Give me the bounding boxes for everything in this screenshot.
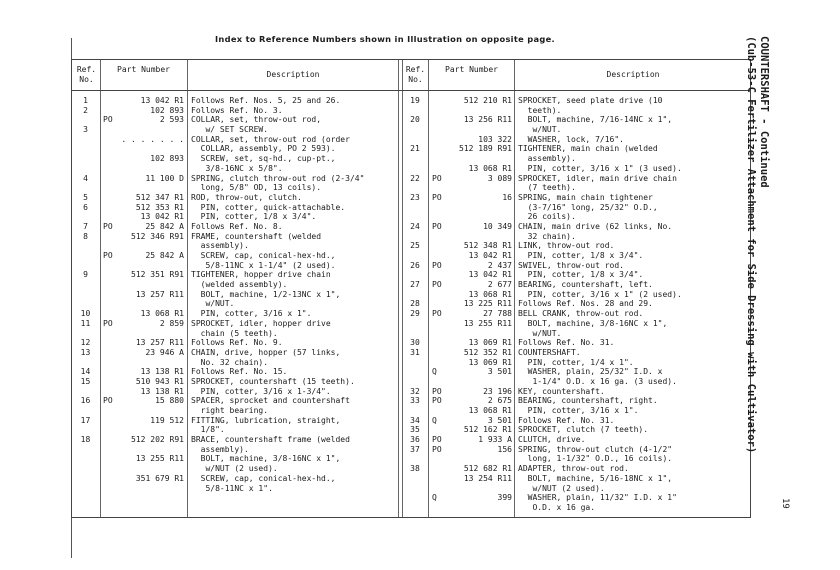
header-rule xyxy=(72,90,750,91)
prefix-cell: PO xyxy=(103,221,113,231)
table-row xyxy=(72,115,398,125)
part-number-cell: 13 256 R11 xyxy=(463,115,512,125)
part-number-cell: . . . . . . . xyxy=(121,134,184,144)
description-cell: (welded assembly). xyxy=(191,280,288,290)
description-cell: BRACE, countershaft frame (welded xyxy=(191,435,350,445)
part-number-cell: 13 255 R11 xyxy=(135,454,184,464)
table-row xyxy=(72,406,398,416)
description-cell: (3-7/16" long, 25/32" O.D., xyxy=(518,202,658,212)
part-number-cell: 156 xyxy=(497,444,512,454)
description-cell: SPROCKET, idler, hopper drive xyxy=(191,318,331,328)
part-number-cell: 2 437 xyxy=(487,260,512,270)
ref-cell: 35 xyxy=(410,425,420,435)
table-row xyxy=(72,164,398,174)
ref-cell: 23 xyxy=(410,192,420,202)
part-number-cell: 13 069 R1 xyxy=(468,338,512,348)
table-row xyxy=(72,445,398,455)
ref-cell: 1 xyxy=(83,96,88,105)
description-cell: 5/8-11NC x 1". xyxy=(191,483,273,493)
description-cell: LINK, throw-out rod. xyxy=(518,241,615,251)
table-row xyxy=(402,484,751,494)
part-number-cell: 2 593 xyxy=(159,115,184,125)
ref-cell: 21 xyxy=(410,144,420,154)
ref-cell: 27 xyxy=(410,280,420,290)
table-row xyxy=(72,299,398,309)
description-cell: long, 5/8" OD, 13 coils). xyxy=(191,183,322,193)
description-cell: BOLT, machine, 3/8-16NC x 1", xyxy=(191,454,341,464)
part-number-cell: 3 501 xyxy=(487,367,512,377)
ref-cell: 2 xyxy=(83,105,88,115)
ref-cell: 30 xyxy=(410,338,420,348)
col-header-desc: Description xyxy=(606,70,660,79)
description-cell: assembly). xyxy=(191,444,249,454)
description-cell: SPRING, clutch throw-out rod (2-3/4" xyxy=(191,173,365,183)
ref-cell: 11 xyxy=(80,318,91,328)
description-cell: teeth). xyxy=(518,105,562,115)
table-row xyxy=(72,183,398,193)
table-row xyxy=(72,203,398,213)
part-number-cell: 13 254 R11 xyxy=(463,473,512,483)
table-row xyxy=(72,338,398,348)
table-row xyxy=(72,435,398,445)
description-cell: COLLAR, assembly, PO 2 593). xyxy=(191,144,336,154)
right-parts-list xyxy=(402,96,751,513)
table-row xyxy=(402,464,751,474)
part-number-cell: 16 xyxy=(502,192,512,202)
table-row xyxy=(72,193,398,203)
description-cell: SCREW, cap, conical-hex-hd., xyxy=(191,251,336,260)
prefix-cell: PO xyxy=(432,435,442,445)
table-row xyxy=(402,358,751,368)
column-divider xyxy=(398,60,399,517)
part-number-cell: 512 347 R1 xyxy=(135,192,184,202)
table-row xyxy=(402,290,751,300)
part-number-cell: 13 042 R1 xyxy=(468,251,512,260)
part-number-cell: 512 210 R1 xyxy=(463,96,512,105)
description-cell: COLLAR, set, throw-out rod (order xyxy=(191,134,350,144)
ref-cell: 25 xyxy=(410,241,420,251)
part-number-cell: 2 675 xyxy=(487,396,512,406)
prefix-cell: PO xyxy=(103,318,113,328)
table-row xyxy=(402,348,751,358)
part-number-cell: 512 352 R1 xyxy=(463,347,512,357)
description-cell: w/NUT. xyxy=(518,328,562,338)
description-cell: w/NUT. xyxy=(518,125,562,135)
table-row xyxy=(72,464,398,474)
description-cell: Follows Ref. No. 31. xyxy=(518,338,615,348)
prefix-cell: PO xyxy=(432,173,442,183)
ref-cell: 17 xyxy=(80,415,91,425)
prefix-cell: Q xyxy=(432,415,437,425)
prefix-cell: PO xyxy=(432,280,442,290)
part-number-cell: 351 679 R1 xyxy=(135,473,184,483)
table-row xyxy=(72,387,398,397)
description-cell: SPROCKET, idler, main drive chain xyxy=(518,173,677,183)
description-cell: CHAIN, main drive (62 links, No. xyxy=(518,221,673,231)
description-cell: PIN, cotter, quick-attachable. xyxy=(191,202,346,212)
prefix-cell: PO xyxy=(432,444,442,454)
description-cell: Follows Ref. No. 3. xyxy=(191,105,283,115)
part-number-cell: 13 042 R1 xyxy=(140,212,184,222)
description-cell: Follows Ref. No. 31. xyxy=(518,415,615,425)
col-header-part: Part Number xyxy=(445,65,498,74)
description-cell: SPROCKET, countershaft (15 teeth). xyxy=(191,376,355,386)
ref-cell: 3 xyxy=(83,125,88,135)
table-row xyxy=(402,503,751,513)
ref-cell: 8 xyxy=(83,231,88,241)
part-number-cell: 10 349 xyxy=(483,221,512,231)
table-row xyxy=(72,222,398,232)
ref-cell: 10 xyxy=(80,309,91,319)
table-row xyxy=(402,193,751,203)
table-row xyxy=(72,358,398,368)
description-cell: SWIVEL, throw-out rod. xyxy=(518,260,624,270)
table-row xyxy=(72,319,398,329)
part-number-cell: 512 682 R1 xyxy=(463,464,512,474)
table-row xyxy=(402,396,751,406)
parts-index-table xyxy=(71,59,751,518)
table-row xyxy=(402,174,751,184)
description-cell: SCREW, cap, conical-hex-hd., xyxy=(191,473,336,483)
description-cell: PIN, cotter, 3/16 x 1" (3 used). xyxy=(518,163,682,173)
col-header-desc: Description xyxy=(266,70,320,79)
table-row xyxy=(72,309,398,319)
description-cell: w/NUT (2 used). xyxy=(518,483,605,493)
table-row xyxy=(72,396,398,406)
ref-cell: 16 xyxy=(80,396,91,406)
ref-cell: 36 xyxy=(410,435,420,445)
description-cell: PIN, cotter, 3/16 x 1". xyxy=(191,309,312,319)
table-row xyxy=(72,135,398,145)
ref-cell: 37 xyxy=(410,444,420,454)
part-number-cell: 13 068 R1 xyxy=(468,163,512,173)
part-number-cell: 13 138 R1 xyxy=(140,367,184,377)
description-cell: 5/8-11NC x 1-1/4" (2 used). xyxy=(191,260,336,270)
ref-cell: 7 xyxy=(83,221,88,231)
table-row xyxy=(402,164,751,174)
part-number-cell: 3 089 xyxy=(487,173,512,183)
part-number-cell: 512 162 R1 xyxy=(463,425,512,435)
part-number-cell: 27 788 xyxy=(483,309,512,319)
table-row xyxy=(402,338,751,348)
description-cell: BELL CRANK, throw-out rod. xyxy=(518,309,644,319)
page-number: 19 xyxy=(780,498,790,509)
table-row xyxy=(402,319,751,329)
table-row xyxy=(402,125,751,135)
description-cell: assembly). xyxy=(518,154,576,164)
part-number-cell: 13 138 R1 xyxy=(140,386,184,396)
table-row xyxy=(402,435,751,445)
prefix-cell: PO xyxy=(103,396,113,406)
table-row xyxy=(402,299,751,309)
description-cell: PIN, cotter, 1/8 x 3/4". xyxy=(518,270,644,280)
table-row xyxy=(402,329,751,339)
description-cell: (7 teeth). xyxy=(518,183,576,193)
description-cell: Follows Ref. No. 9. xyxy=(191,338,283,348)
description-cell: COUNTERSHAFT. xyxy=(518,347,581,357)
table-row xyxy=(72,416,398,426)
description-cell: PIN, cotter, 3/16 x 1". xyxy=(518,406,639,415)
table-row xyxy=(72,106,398,116)
part-number-cell: 13 255 R11 xyxy=(463,318,512,328)
part-number-cell: 13 225 R11 xyxy=(463,299,512,309)
part-number-cell: 512 348 R1 xyxy=(463,241,512,251)
part-number-cell: 23 946 A xyxy=(145,347,184,357)
ref-cell: 38 xyxy=(410,464,420,474)
table-row xyxy=(402,154,751,164)
table-row xyxy=(402,387,751,397)
table-row xyxy=(72,290,398,300)
part-number-cell: 512 202 R91 xyxy=(131,435,184,445)
prefix-cell: PO xyxy=(432,396,442,406)
description-cell: SPRING, throw-out clutch (4-1/2" xyxy=(518,444,673,454)
description-cell: 26 coils). xyxy=(518,212,576,222)
table-row xyxy=(402,416,751,426)
part-number-cell: 512 189 R91 xyxy=(459,144,512,154)
table-row xyxy=(402,445,751,455)
col-header-ref: Ref. No. xyxy=(405,65,426,84)
table-row xyxy=(402,106,751,116)
part-number-cell: 119 512 xyxy=(150,415,184,425)
part-number-cell: 13 069 R1 xyxy=(468,357,512,367)
table-row xyxy=(402,309,751,319)
part-number-cell: 13 068 R1 xyxy=(468,289,512,299)
description-cell: Follows Ref. Nos. 28 and 29. xyxy=(518,299,653,309)
side-title-line1: COUNTERSHAFT - Continued xyxy=(758,36,770,188)
description-cell: SPROCKET, seed plate drive (10 xyxy=(518,96,663,105)
ref-cell: 20 xyxy=(410,115,420,125)
prefix-cell: Q xyxy=(432,493,437,503)
ref-cell: 12 xyxy=(80,338,91,348)
ref-cell: 28 xyxy=(410,299,420,309)
table-row xyxy=(402,377,751,387)
ref-cell: 5 xyxy=(83,192,88,202)
side-title xyxy=(744,36,770,453)
table-row xyxy=(72,174,398,184)
prefix-cell: PO xyxy=(432,309,442,319)
prefix-cell: PO xyxy=(432,221,442,231)
description-cell: WASHER, lock, 7/16". xyxy=(518,134,624,144)
ref-cell: 22 xyxy=(410,173,420,183)
description-cell: Follows Ref. Nos. 5, 25 and 26. xyxy=(191,96,341,105)
table-row xyxy=(72,241,398,251)
col-header-ref: Ref. No. xyxy=(76,65,97,84)
table-row xyxy=(402,183,751,193)
page-header: Index to Reference Numbers shown in Illustration on opposite page. xyxy=(215,34,555,44)
part-number-cell: 3 501 xyxy=(487,415,512,425)
part-number-cell: 25 842 A xyxy=(145,251,184,260)
part-number-cell: 512 353 R1 xyxy=(135,202,184,212)
part-number-cell: 11 100 D xyxy=(145,173,184,183)
table-row xyxy=(402,241,751,251)
table-row xyxy=(402,367,751,377)
part-number-cell: 399 xyxy=(497,493,512,503)
description-cell: BEARING, countershaft, left. xyxy=(518,280,653,290)
col-header-part: Part Number xyxy=(117,65,170,74)
description-cell: BOLT, machine, 3/8-16NC x 1", xyxy=(518,318,668,328)
ref-cell: 24 xyxy=(410,221,420,231)
part-number-cell: 13 042 R1 xyxy=(468,270,512,280)
description-cell: ROD, throw-out, clutch. xyxy=(191,192,302,202)
ref-cell: 6 xyxy=(83,202,88,212)
table-row xyxy=(72,212,398,222)
description-cell: KEY, countershaft. xyxy=(518,386,605,396)
table-row xyxy=(402,406,751,416)
part-number-cell: 13 257 R11 xyxy=(135,289,184,299)
description-cell: No. 32 chain). xyxy=(191,357,269,367)
description-cell: w/ SET SCREW. xyxy=(191,125,269,135)
part-number-cell: 1 933 A xyxy=(478,435,512,445)
table-row xyxy=(72,270,398,280)
table-row xyxy=(72,144,398,154)
description-cell: O.D. x 16 ga. xyxy=(518,502,596,512)
description-cell: Follows Ref. No. 15. xyxy=(191,367,288,377)
description-cell: BOLT, machine, 7/16-14NC x 1", xyxy=(518,115,673,125)
description-cell: PIN, cotter, 3/16 x 1-3/4". xyxy=(191,386,331,396)
table-row xyxy=(402,454,751,464)
table-row xyxy=(72,96,398,106)
description-cell: w/NUT. xyxy=(191,299,235,309)
table-row xyxy=(402,212,751,222)
description-cell: 1/8". xyxy=(191,425,225,435)
table-row xyxy=(402,474,751,484)
part-number-cell: 15 880 xyxy=(155,396,184,406)
description-cell: 3/8-16NC x 5/8". xyxy=(191,163,283,173)
table-row xyxy=(402,270,751,280)
description-cell: CLUTCH, drive. xyxy=(518,435,586,445)
description-cell: BOLT, machine, 1/2-13NC x 1", xyxy=(191,289,341,299)
part-number-cell: 510 943 R1 xyxy=(135,376,184,386)
description-cell: chain (5 teeth). xyxy=(191,328,278,338)
table-row xyxy=(72,367,398,377)
table-row xyxy=(72,280,398,290)
table-row xyxy=(402,493,751,503)
description-cell: TIGHTENER, main chain (welded xyxy=(518,144,658,154)
description-cell: BEARING, countershaft, right. xyxy=(518,396,658,406)
prefix-cell: PO xyxy=(103,115,113,125)
table-row xyxy=(402,280,751,290)
table-row xyxy=(72,348,398,358)
part-number-cell: 512 351 R91 xyxy=(131,270,184,280)
part-number-cell: 23 196 xyxy=(483,386,512,396)
ref-cell: 4 xyxy=(83,173,88,183)
ref-cell: 34 xyxy=(410,415,420,425)
description-cell: PIN, cotter, 3/16 x 1" (2 used). xyxy=(518,289,682,299)
description-cell: assembly). xyxy=(191,241,249,251)
part-number-cell: 25 842 A xyxy=(145,221,184,231)
table-row xyxy=(402,425,751,435)
description-cell: 32 chain). xyxy=(518,231,576,241)
description-cell: ADAPTER, throw-out rod. xyxy=(518,464,629,474)
part-number-cell: 13 068 R1 xyxy=(468,406,512,415)
table-row xyxy=(72,261,398,271)
description-cell: SCREW, set, sq-hd., cup-pt., xyxy=(191,154,336,164)
table-row xyxy=(72,377,398,387)
left-parts-list xyxy=(72,96,398,493)
part-number-cell: 2 859 xyxy=(159,318,184,328)
table-row xyxy=(402,261,751,271)
part-number-cell: 103 322 xyxy=(478,134,512,144)
prefix-cell: PO xyxy=(432,260,442,270)
description-cell: WASHER, plain, 25/32" I.D. x xyxy=(518,367,663,377)
description-cell: PIN, cotter, 1/8 x 3/4". xyxy=(518,251,644,260)
ref-cell: 15 xyxy=(80,376,91,386)
ref-cell: 19 xyxy=(410,96,420,105)
description-cell: Follows Ref. No. 8. xyxy=(191,221,283,231)
ref-cell: 33 xyxy=(410,396,420,406)
table-row xyxy=(72,154,398,164)
ref-cell: 31 xyxy=(410,347,420,357)
ref-cell: 9 xyxy=(83,270,88,280)
part-number-cell: 2 677 xyxy=(487,280,512,290)
ref-cell: 13 xyxy=(80,347,91,357)
ref-cell: 32 xyxy=(410,386,420,396)
part-number-cell: 512 346 R91 xyxy=(131,231,184,241)
table-row xyxy=(402,135,751,145)
prefix-cell: Q xyxy=(432,367,437,377)
part-number-cell: 102 893 xyxy=(150,154,184,164)
part-number-cell: 13 257 R11 xyxy=(135,338,184,348)
table-row xyxy=(402,203,751,213)
description-cell: SPROCKET, clutch (7 teeth). xyxy=(518,425,649,435)
description-cell: PIN, cotter, 1/8 x 3/4". xyxy=(191,212,317,222)
table-row xyxy=(72,454,398,464)
table-row xyxy=(72,425,398,435)
part-number-cell: 13 068 R1 xyxy=(140,309,184,319)
description-cell: CHAIN, drive, hopper (57 links, xyxy=(191,347,341,357)
side-title-line2: (Cub-53-C Fertilizer Attachment for Side Dressing with Cultivator) xyxy=(745,36,757,454)
table-row xyxy=(402,96,751,106)
description-cell: w/NUT (2 used). xyxy=(191,464,278,474)
table-row xyxy=(72,484,398,494)
description-cell: FRAME, countershaft (welded xyxy=(191,231,322,241)
prefix-cell: PO xyxy=(432,192,442,202)
description-cell: TIGHTENER, hopper drive chain xyxy=(191,270,331,280)
part-number-cell: 102 893 xyxy=(150,105,184,115)
description-cell: long, 1-1/32" O.D., 16 coils). xyxy=(518,454,673,464)
table-row xyxy=(402,222,751,232)
description-cell: BOLT, machine, 5/16-18NC x 1", xyxy=(518,473,673,483)
description-cell: COLLAR, set, throw-out rod, xyxy=(191,115,322,125)
table-row xyxy=(402,115,751,125)
table-row xyxy=(402,144,751,154)
description-cell: right bearing. xyxy=(191,406,269,415)
ref-cell: 14 xyxy=(80,367,91,377)
description-cell: FITTING, lubrication, straight, xyxy=(191,415,341,425)
description-cell: PIN, cotter, 1/4 x 1". xyxy=(518,357,634,367)
description-cell: SPACER, sprocket and countershaft xyxy=(191,396,350,406)
description-cell: WASHER, plain, 11/32" I.D. x 1" xyxy=(518,493,677,503)
prefix-cell: PO xyxy=(103,251,113,260)
ref-cell: 26 xyxy=(410,260,420,270)
prefix-cell: PO xyxy=(432,386,442,396)
table-row xyxy=(72,329,398,339)
part-number-cell: 13 042 R1 xyxy=(140,96,184,105)
table-row xyxy=(72,125,398,135)
description-cell: 1-1/4" O.D. x 16 ga. (3 used). xyxy=(518,376,677,386)
description-cell: SPRING, main chain tightener xyxy=(518,192,653,202)
table-row xyxy=(72,251,398,261)
table-row xyxy=(72,232,398,242)
ref-cell: 18 xyxy=(80,435,91,445)
table-row xyxy=(72,474,398,484)
table-row xyxy=(402,232,751,242)
ref-cell: 29 xyxy=(410,309,420,319)
table-row xyxy=(402,251,751,261)
